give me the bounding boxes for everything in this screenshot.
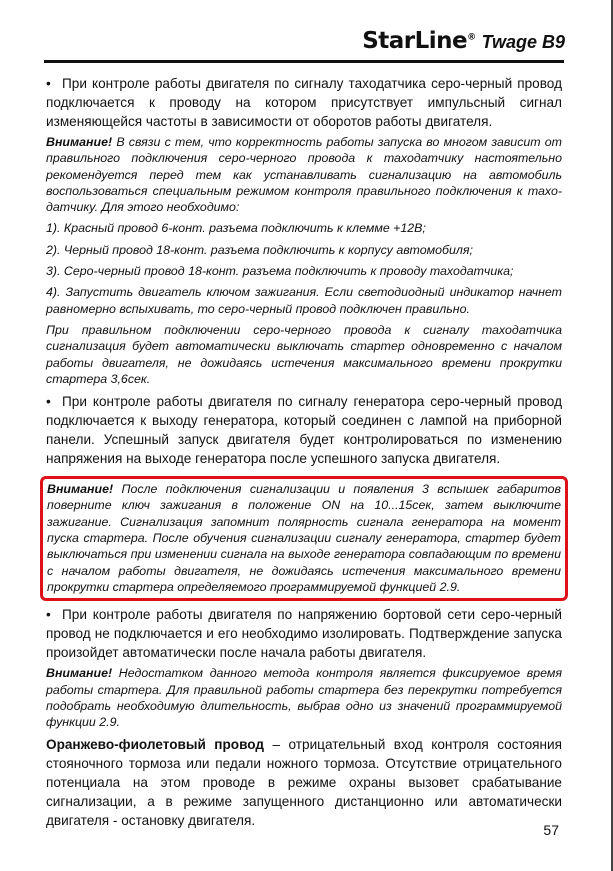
warning-label: Внимание! bbox=[46, 135, 113, 149]
bullet-icon: • bbox=[46, 76, 51, 91]
warning-tacho: Внимание! В связи с тем, что корректность работы запуска во многом зависит от правильного подключения серо-черного провода к таходатчику настоятельно рекомендуется перед тем как устанавливать сигнализацию на автомобиль воспользоваться специальным режимом контроля правильного подключения к таходатчику. Для этого необходимо: bbox=[46, 135, 562, 215]
warning-tacho-continued: При правильном подключении серо-черного провода к сигналу таходатчика сигнализация будет автоматически выключать стартер одновременно с началом работы двигателя, не дожидаясь истечения максимального времени прокрутки стартера 3,6сек. bbox=[46, 322, 562, 386]
page-header bbox=[362, 28, 565, 54]
warning-label: Внимание! bbox=[46, 666, 113, 681]
step-3: 3). Серо-черный провод 18-конт. разъема подключить к проводу таходатчика; bbox=[46, 264, 514, 279]
warning-voltage: Внимание! Недостатком данного метода контроля является фиксируемое время работы стартера. Для правильной работы стартера без перекрутки потребуется подобрать необходимую длительность, выбрав одно из значений программируемой функции 2.9. bbox=[46, 666, 562, 730]
wire-name: Оранжево-фиолетовый провод bbox=[46, 737, 265, 753]
highlighted-warning-box bbox=[40, 476, 568, 601]
model-name: Twage B9 bbox=[481, 32, 565, 52]
warning-generator: Внимание! После подключения сигнализации и появления 3 вспышек габаритов поверните ключ зажигания в положение ON на 10...15сек, затем выключите зажигание. Сигнализация запомнит полярность сигнала генератора на момент пуска стартера. После обучения сигнализации сигналу генератора, стартер будет выключаться при изменении сигнала на выходе генератора совпадающим по времени с началом работы двигателя, не дожидаясь истечения максимального времени прокрутки стартера определяемого программируемой функцией 2.9. bbox=[47, 482, 561, 594]
step-1: 1). Красный провод 6-конт. разъема подключить к клемме +12В; bbox=[46, 221, 426, 236]
paragraph-generator: • При контроле работы двигателя по сигналу генератора серо-черный провод подключается к выходу генератора, который соединен с лампой на приборной панели. Успешный запуск двигателя будет контролироваться по изменению напряжения на выходе генератора после успешного запуска двигателя. bbox=[46, 394, 562, 467]
step-4: 4). Запустить двигатель ключом зажигания. Если светодиодный индикатор начнет равномерно вспыхивать, то серо-черный провод подключен правильно. bbox=[46, 285, 562, 316]
paragraph-voltage: • При контроле работы двигателя по напряжению бортовой сети серо-черный провод не подключается и его необходимо изолировать. Подтверждение запуска произойдет автоматически после начала работы двигателя. bbox=[46, 607, 562, 661]
paragraph-tacho: • При контроле работы двигателя по сигналу таходатчика серо-черный провод подключается к проводу на котором присутствует импульсный сигнал изменяющейся частоты в зависимости от оборотов работы двигателя. bbox=[46, 76, 562, 129]
bullet-icon: • bbox=[46, 607, 51, 623]
page-content bbox=[46, 74, 562, 833]
paragraph-brake-wire: Оранжево-фиолетовый провод – отрицательный вход контроля состояния стояночного тормоза или педали ножного тормоза. Отсутствие отрицательного потенциала на этом проводе в режиме охраны вызовет срабатывание сигнализации, а в режиме запущенного дистанционно или автоматически двигателя - остановку двигателя. bbox=[46, 737, 563, 829]
brand-logo: StarLine® bbox=[362, 28, 476, 54]
page-number: 57 bbox=[543, 822, 559, 838]
step-2: 2). Черный провод 18-конт. разъема подключить к корпусу автомобиля; bbox=[46, 242, 473, 257]
bullet-icon: • bbox=[46, 394, 51, 410]
header-divider bbox=[44, 60, 564, 63]
warning-label: Внимание! bbox=[47, 482, 114, 497]
